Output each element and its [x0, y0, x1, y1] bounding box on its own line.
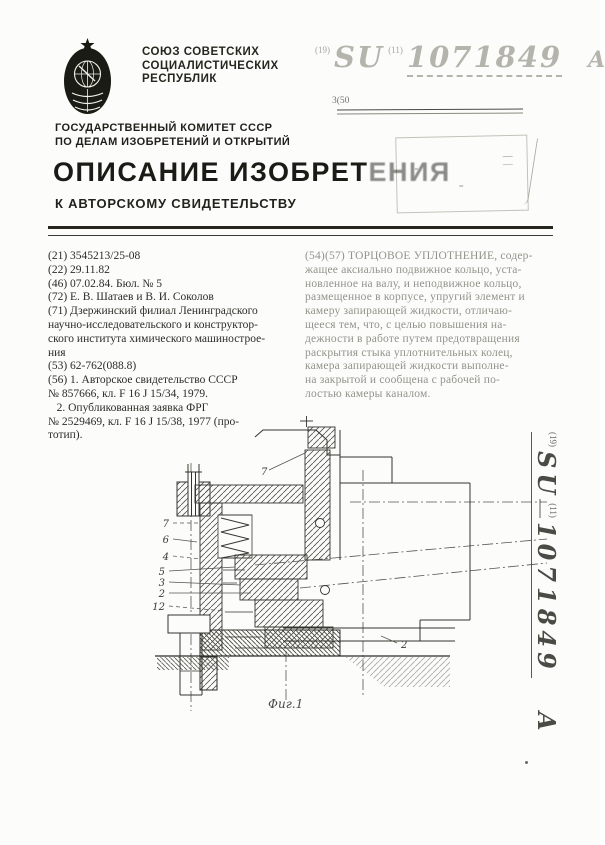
text-line: (71) Дзержинский филиал Ленинградского — [48, 305, 258, 318]
text-line: № 2529469, кл. F 16 J 15/38, 1977 (про- — [48, 415, 240, 428]
text-line: на закрытой и сообщена с рабочей по- — [305, 374, 501, 387]
stamp-speck — [503, 156, 513, 165]
text-line: камеру запирающей жидкости, отличаю- — [305, 305, 513, 318]
text-line: дежности в работе путем предотвращения — [305, 332, 520, 345]
text-line: ния — [48, 346, 66, 359]
side-kind-code: A — [532, 711, 561, 731]
publication-number: 1071849 — [407, 40, 562, 77]
text-line: раскрытия стыка уплотнительных колец, — [305, 346, 513, 359]
classification-underline — [337, 109, 523, 115]
label-12: 12 — [152, 602, 165, 613]
text-line: щееся тем, что, с целью повышения на- — [305, 318, 507, 331]
document-number — [315, 40, 605, 74]
text-line: (56) 1. Авторское свидетельство СССР — [48, 374, 238, 387]
ussr-emblem — [62, 37, 113, 116]
kind-code: A — [588, 47, 605, 73]
side-country-code: SU — [532, 451, 561, 500]
page-subtitle: К АВТОРСКОМУ СВИДЕТЕЛЬСТВУ — [55, 196, 297, 211]
scan-speck — [525, 761, 528, 764]
text-line: ПО ДЕЛАМ ИЗОБРЕТЕНИЙ И ОТКРЫТИЙ — [55, 135, 291, 148]
stamp-stroke — [518, 138, 538, 204]
text-line: (54)(57) ТОРЦОВОЕ УПЛОТНЕНИЕ, содер- — [305, 250, 533, 262]
page-title-faded: ЕНИЯ — [368, 157, 451, 187]
side-document-number — [532, 432, 561, 730]
state-committee — [55, 122, 290, 149]
figure-caption: Фиг.1 — [268, 697, 304, 711]
side-number-label: (11) — [548, 503, 558, 518]
text-line: СОЮЗ СОВЕТСКИХ — [142, 46, 260, 58]
text-line: № 857666, кл. F 16 J 15/34, 1979. — [48, 387, 208, 400]
text-line: ского института химического машинострое- — [48, 332, 266, 345]
text-line: камера запирающей жидкости выполне- — [305, 360, 509, 373]
o-ring — [321, 586, 330, 595]
text-line: (46) 07.02.84. Бюл. № 5 — [48, 277, 163, 290]
number-label: (11) — [388, 45, 403, 55]
double-rule — [48, 226, 553, 236]
label-7-left: 7 — [162, 519, 169, 530]
text-line: тотип). — [48, 429, 83, 442]
page-title — [53, 157, 451, 188]
text-line: РЕСПУБЛИК — [142, 73, 217, 85]
country-code: SU — [334, 40, 385, 74]
text-line: ГОСУДАРСТВЕННЫЙ КОМИТЕТ СССР — [55, 122, 273, 134]
text-line: лостью камеры каналом. — [305, 387, 431, 400]
text-line: (22) 29.11.82 — [48, 263, 110, 276]
text-line: СОЦИАЛИСТИЧЕСКИХ — [142, 59, 279, 72]
text-line: (21) 3545213/25-08 — [48, 250, 141, 262]
label-2-right: 2 — [401, 640, 408, 651]
text-line: 2. Опубликованная заявка ФРГ — [48, 401, 209, 414]
text-line: жащее аксиально подвижное кольцо, уста- — [305, 263, 522, 276]
text-line: размещенное в корпусе, упругий элемент и — [305, 291, 525, 304]
o-ring — [316, 519, 325, 528]
country-code-label: (19) — [315, 45, 330, 55]
label-6: 6 — [162, 535, 169, 546]
base-foundation — [155, 630, 450, 690]
text-line: новленное на валу, и неподвижное кольцо, — [305, 277, 522, 290]
side-number-group — [531, 432, 561, 678]
figure-drawing — [85, 415, 555, 735]
classification-note: 3(50 — [332, 96, 350, 106]
page-title-solid: ОПИСАНИЕ ИЗОБРЕТ — [53, 157, 369, 187]
label-7-top: 7 — [261, 467, 268, 478]
text-line: (72) Е. В. Шатаев и В. И. Соколов — [48, 291, 214, 304]
label-4: 4 — [162, 552, 169, 563]
text-line: (53) 62-762(088.8) — [48, 360, 137, 373]
stamp-speck — [459, 185, 463, 187]
union-name — [142, 46, 279, 87]
side-publication-number: 1071849 — [532, 521, 561, 674]
label-3: 3 — [158, 578, 165, 589]
label-2-left: 2 — [158, 589, 165, 600]
side-country-label: (19) — [548, 432, 558, 447]
label-5: 5 — [158, 567, 165, 578]
spring — [218, 515, 252, 558]
text-line: научно-исследовательского и конструктор- — [48, 318, 258, 331]
